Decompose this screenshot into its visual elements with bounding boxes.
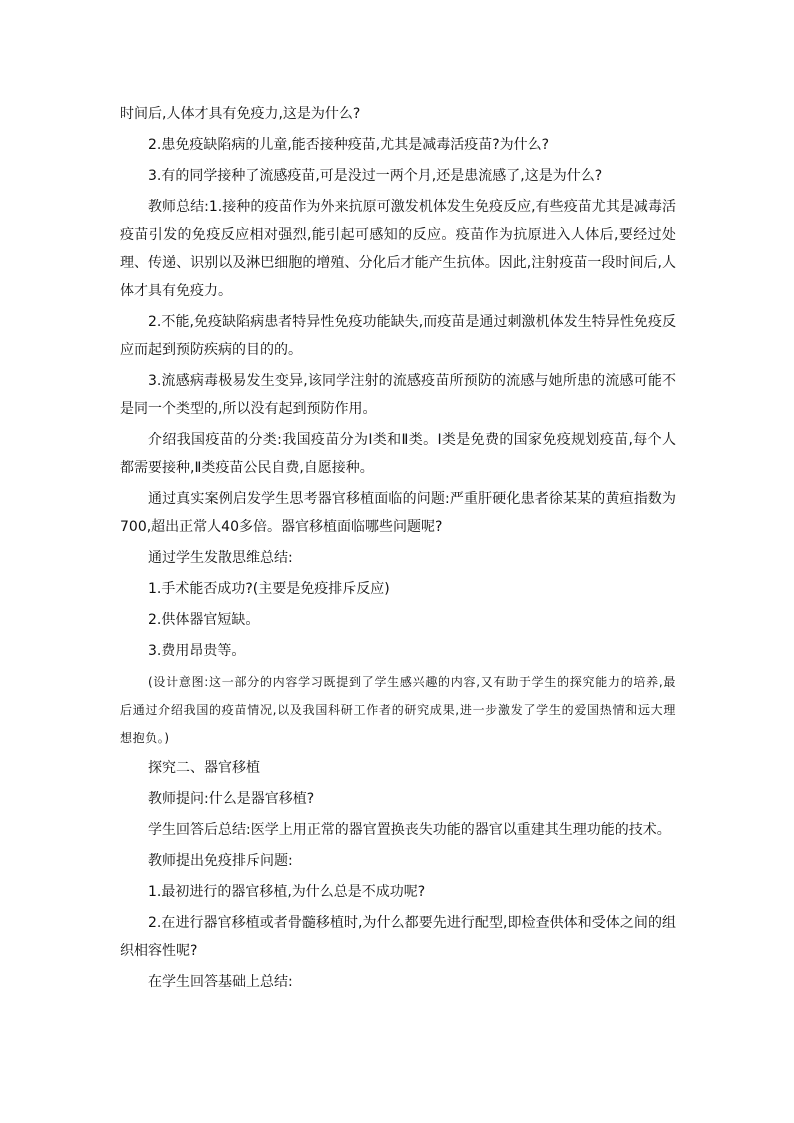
document-body: [120, 100, 676, 999]
teacher-summary: 教师总结:1.接种的疫苗作为外来抗原可激发机体发生免疫反应,有些疫苗尤其是减毒活疫苗引发的免疫反应相对强烈,能引起可感知的反应。疫苗作为抗原进入人体后,要经过处理、传递、识别以及淋巴细胞的增殖、分化后才能产生抗体。因此,注射疫苗一段时间后,人体才具有免疫力。: [120, 199, 676, 299]
rejection-question-1: 1.最初进行的器官移植,为什么总是不成功呢?: [148, 884, 426, 900]
student-answer-summary: 学生回答后总结:医学上用正常的器官置换丧失功能的器官以重建其生理功能的技术。: [148, 822, 671, 838]
section-heading: 探究二、器官移植: [148, 760, 260, 776]
summary-item-1: 1.手术能否成功?(主要是免疫排斥反应): [148, 581, 390, 597]
question-2: 2.患免疫缺陷病的儿童,能否接种疫苗,尤其是减毒活疫苗?为什么?: [148, 137, 550, 153]
design-intent: (设计意图:这一部分的内容学习既提到了学生感兴趣的内容,又有助于学生的探究能力的培养,最后通过介绍我国的疫苗情况,以及我国科研工作者的研究成果,进一步激发了学生的爱国热情和远大理想抱负。): [120, 675, 676, 745]
vaccine-classification: 介绍我国疫苗的分类:我国疫苗分为Ⅰ类和Ⅱ类。Ⅰ类是免费的国家免疫规划疫苗,每个人都需要接种,Ⅱ类疫苗公民自费,自愿接种。: [120, 432, 676, 476]
summary-intro: 通过学生发散思维总结:: [148, 550, 293, 566]
closing-summary-intro: 在学生回答基础上总结:: [148, 974, 293, 990]
real-case: 通过真实案例启发学生思考器官移植面临的问题:严重肝硬化患者徐某某的黄疸指数为700,超出正常人40多倍。器官移植面临哪些问题呢?: [120, 491, 676, 535]
answer-2: 2.不能,免疫缺陷病患者特异性免疫功能缺失,而疫苗是通过刺激机体发生特异性免疫反应而起到预防疾病的目的的。: [120, 314, 676, 358]
summary-item-3: 3.费用昂贵等。: [148, 643, 246, 659]
paragraph-1: 时间后,人体才具有免疫力,这是为什么?: [120, 106, 361, 122]
immune-rejection-question-intro: 教师提出免疫排斥问题:: [148, 853, 293, 869]
question-3: 3.有的同学接种了流感疫苗,可是没过一两个月,还是患流感了,这是为什么?: [148, 168, 603, 184]
summary-item-2: 2.供体器官短缺。: [148, 612, 260, 628]
answer-3: 3.流感病毒极易发生变异,该同学注射的流感疫苗所预防的流感与她所患的流感可能不是同一个类型的,所以没有起到预防作用。: [120, 373, 676, 417]
rejection-question-2: 2.在进行器官移植或者骨髓移植时,为什么都要先进行配型,即检查供体和受体之间的组织相容性呢?: [120, 915, 676, 959]
teacher-question: 教师提问:什么是器官移植?: [148, 791, 315, 807]
